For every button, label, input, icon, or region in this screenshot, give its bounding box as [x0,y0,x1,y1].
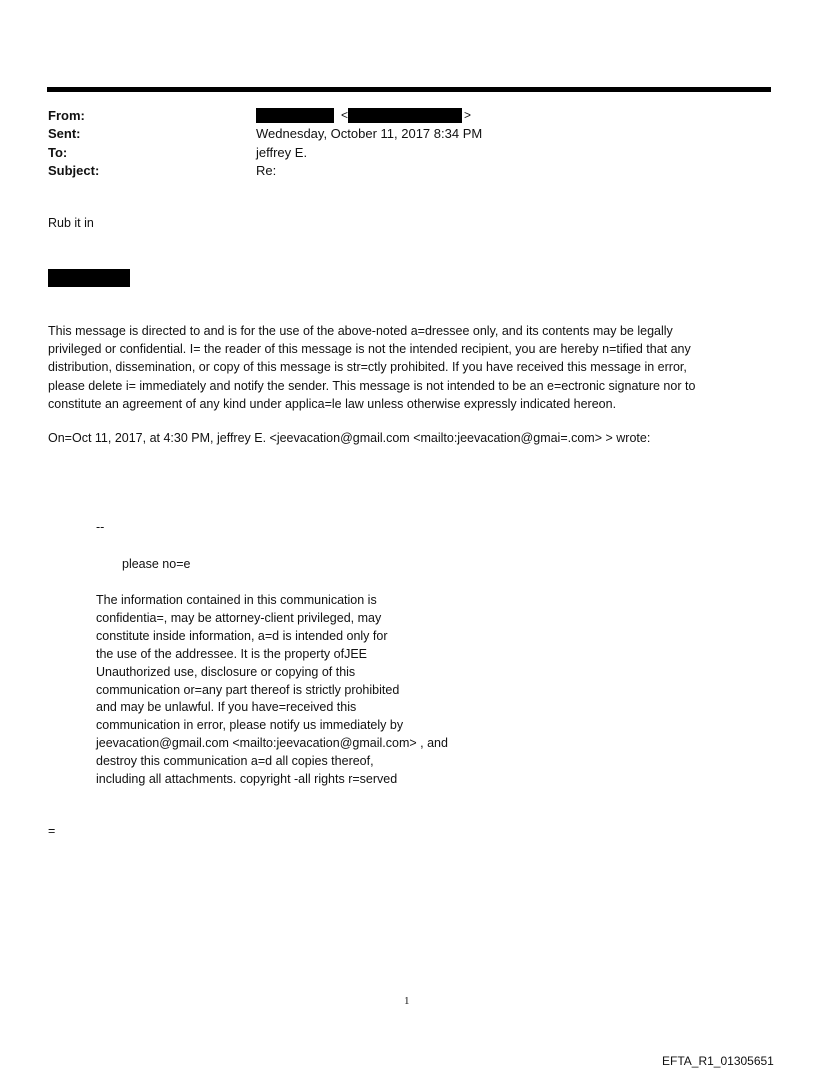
signature-dash: -- [96,520,105,534]
confidentiality-line: and may be unlawful. If you have=received this [96,700,357,715]
trailing-equals: = [48,824,56,838]
redacted-sender-email [348,108,462,123]
to-value: jeffrey E. [256,145,308,160]
from-label: From: [48,108,85,123]
confidentiality-line: jeevacation@gmail.com <mailto:jeevacation@gmail.com> , and [96,736,448,751]
redacted-signature [48,269,130,287]
confidentiality-line: communication in error, please notify us immediately by [96,718,404,733]
confidentiality-line: The information contained in this communication is [96,593,377,607]
from-close-bracket: > [464,108,472,122]
confidentiality-line: confidentia=, may be attorney-client privileged, may [96,610,382,625]
bates-number: EFTA_R1_01305651 [662,1054,774,1068]
disclaimer-line: please delete i= immediately and notify the sender. This message is not intended to be an e=ectronic signature nor to [48,378,696,393]
to-label: To: [48,145,68,160]
subject-label: Subject: [48,163,100,178]
disclaimer-line: This message is directed to and is for the use of the above-noted a=dressee only, and its contents may be legally [48,324,673,338]
subject-value: Re: [256,163,277,178]
confidentiality-line: Unauthorized use, disclosure or copying of this [96,664,356,679]
disclaimer-line: distribution, dissemination, or copy of this message is str=ctly prohibited. If you have received this message in error, [48,360,687,375]
page-number: 1 [404,995,410,1007]
disclaimer-line: constitute an agreement of any kind under applica=le law unless otherwise expressly indicated hereon. [48,396,617,411]
confidentiality-line: constitute inside information, a=d is intended only for [96,628,388,643]
confidentiality-line: communication or=any part thereof is strictly prohibited [96,682,400,697]
sent-label: Sent: [48,126,81,141]
confidentiality-line: including all attachments. copyright -all rights r=served [96,772,398,787]
sent-value: Wednesday, October 11, 2017 8:34 PM [256,126,483,141]
disclaimer-line: privileged or confidential. I= the reader of this message is not the intended recipient, you are hereby n=tified that any [48,342,691,357]
confidentiality-notice [96,592,448,789]
confidentiality-line: destroy this communication a=d all copies thereof, [96,754,374,769]
header-rule [47,87,771,92]
legal-disclaimer [48,322,778,413]
reply-text: Rub it in [48,216,94,230]
please-note: please no=e [122,557,191,571]
confidentiality-line: the use of the addressee. It is the property ofJEE [96,646,367,661]
from-open-bracket: < [341,108,349,122]
quote-header: On=Oct 11, 2017, at 4:30 PM, jeffrey E. <jeevacation@gmail.com <mailto:jeevacation@gmai=.com> > wrote: [48,431,651,445]
redacted-sender-name [256,108,334,123]
